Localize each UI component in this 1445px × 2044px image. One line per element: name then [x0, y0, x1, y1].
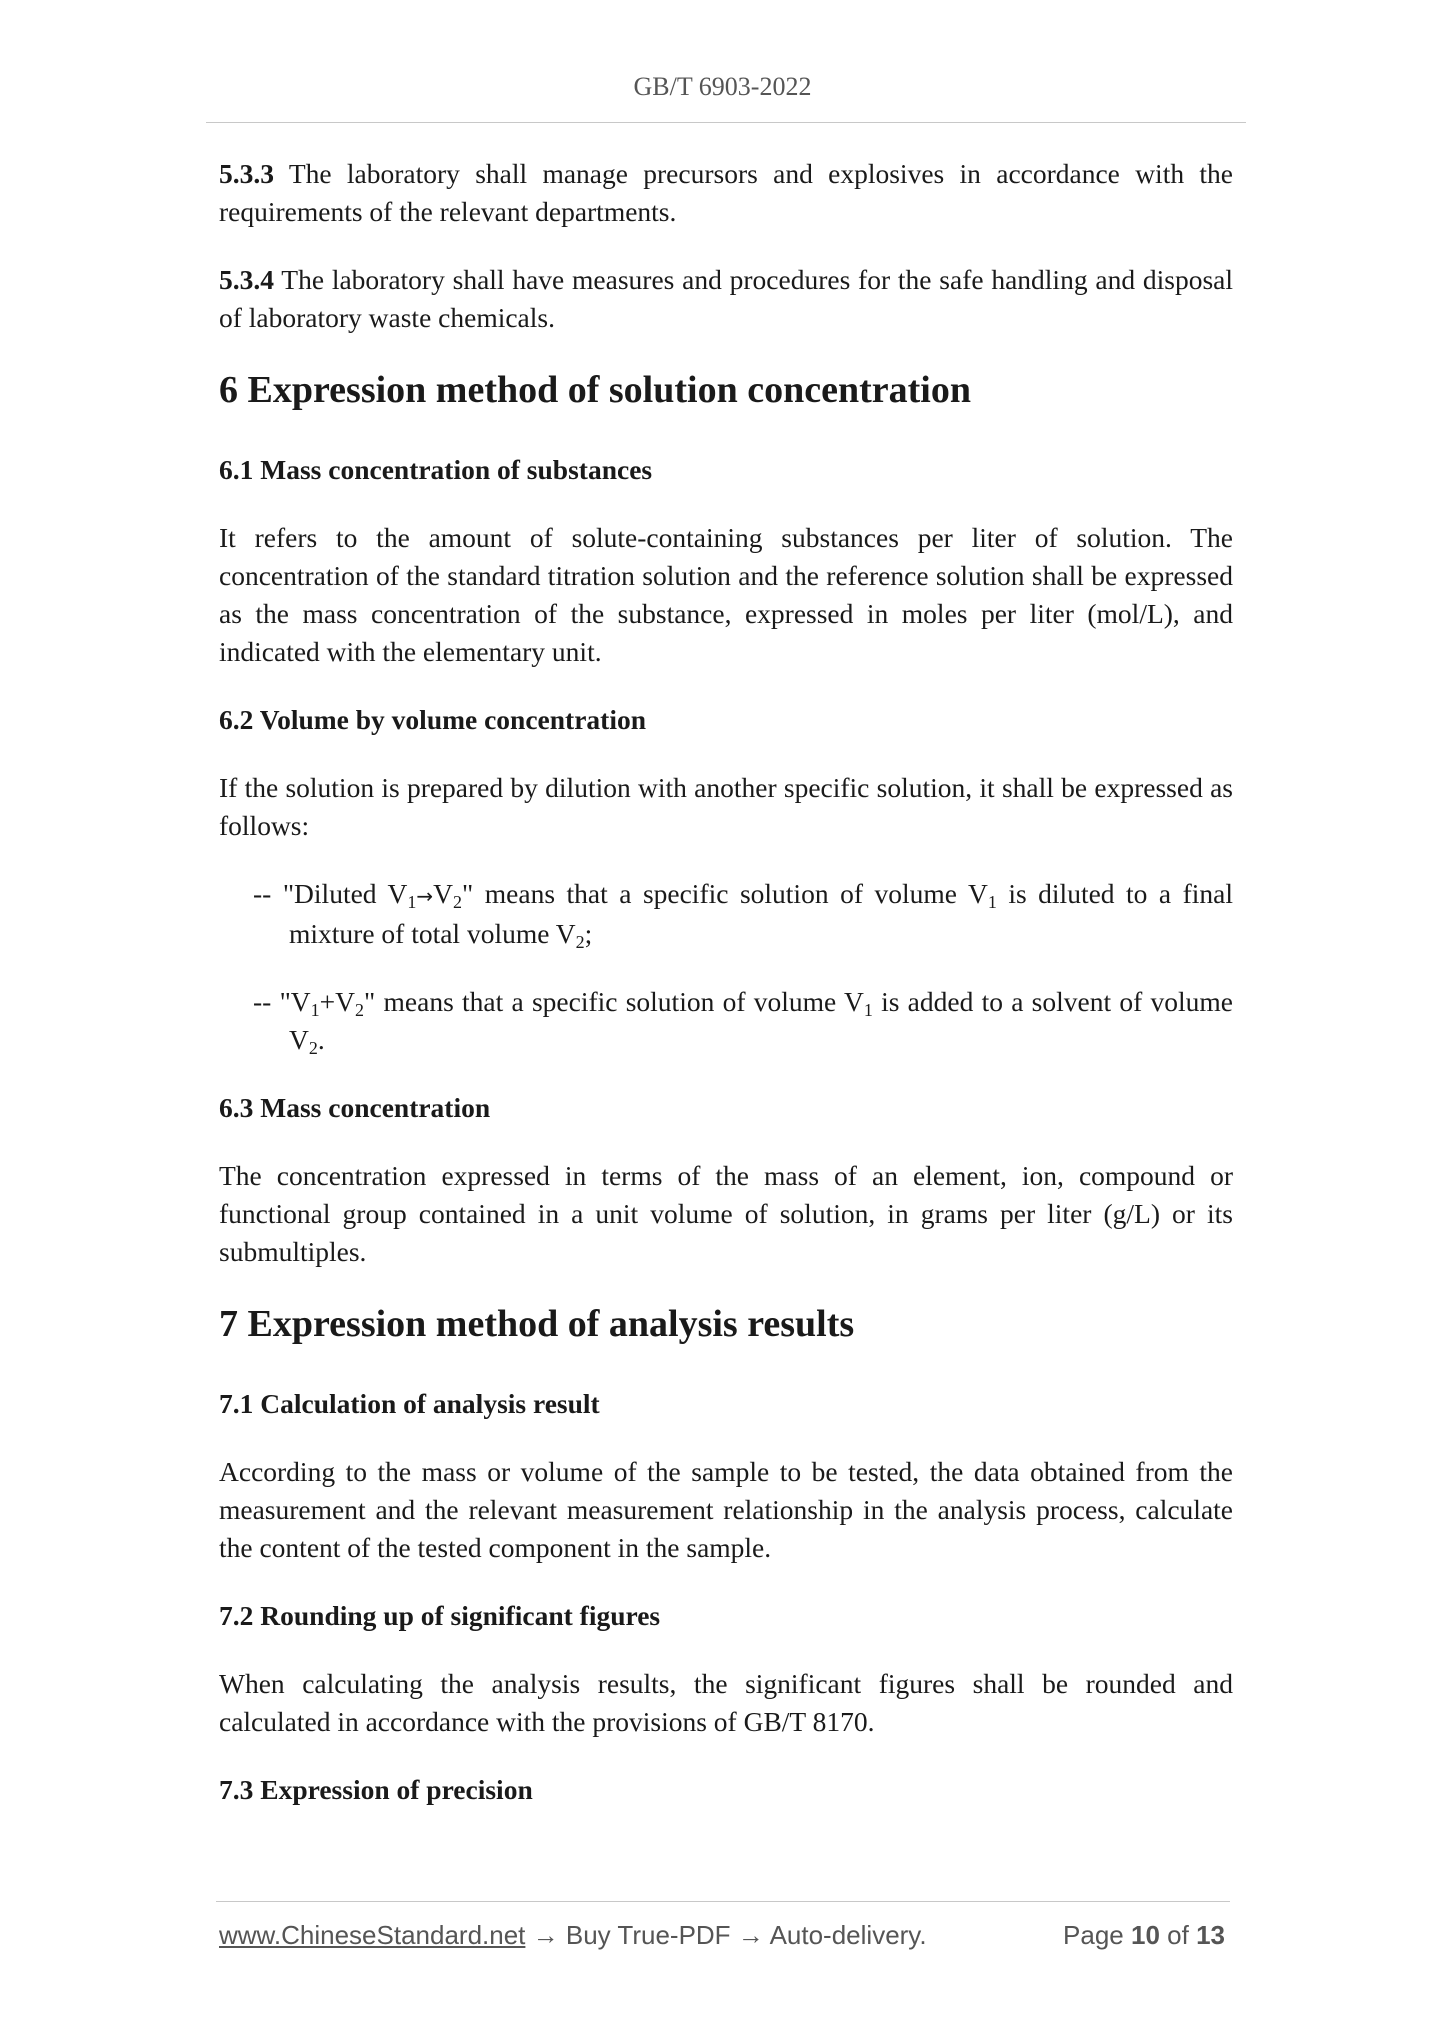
header-divider	[206, 122, 1246, 123]
item-text: .	[317, 1024, 325, 1055]
footer-divider	[216, 1901, 1230, 1902]
subscript: 2	[355, 1000, 365, 1020]
page-footer	[219, 1920, 1225, 1951]
dash-marker: --	[253, 878, 272, 909]
subsection-6-3-text: The concentration expressed in terms of the mass of an element, ion, compound or functional group contained in a unit volume of solution, in grams per liter (g/L) or its submultiples.	[219, 1160, 1233, 1267]
subsection-6-3-heading: 6.3 Mass concentration	[219, 1092, 491, 1123]
item-text: " means that a specific solution of volume V	[462, 878, 988, 909]
page-number	[1063, 1920, 1225, 1951]
total-pages: 13	[1196, 1920, 1225, 1950]
subscript: 1	[863, 1000, 873, 1020]
subsection-6-2-heading: 6.2 Volume by volume concentration	[219, 704, 647, 735]
item-text: is added to a solvent of volume V	[289, 986, 1234, 1055]
subsection-6-1-heading: 6.1 Mass concentration of substances	[219, 454, 653, 485]
subsection-7-2-heading: 7.2 Rounding up of significant figures	[219, 1600, 661, 1631]
subscript: 2	[453, 892, 463, 912]
subsection-7-1-text: According to the mass or volume of the sample to be tested, the data obtained from the measurement and the relevant measurement relationship in the analysis process, calculate the content of the tested component in the sample.	[219, 1456, 1233, 1563]
website-link[interactable]: www.ChineseStandard.net	[219, 1920, 526, 1950]
page-label: Page	[1063, 1920, 1124, 1950]
document-body	[219, 155, 1233, 1839]
subsection-7-2-text: When calculating the analysis results, the significant figures shall be rounded and calculated in accordance with the provisions of GB/T 8170.	[219, 1668, 1233, 1737]
section-7-heading: 7 Expression method of analysis results	[219, 1303, 855, 1345]
item-text: ;	[584, 918, 593, 949]
section-6-heading: 6 Expression method of solution concentration	[219, 369, 971, 411]
item-text: +V	[319, 986, 356, 1017]
subscript: 2	[575, 932, 585, 952]
item-text: V	[433, 878, 454, 909]
subsection-7-1-heading: 7.1 Calculation of analysis result	[219, 1388, 600, 1419]
footer-tagline: → Buy True-PDF → Auto-delivery.	[525, 1920, 927, 1950]
item-text: "V	[279, 986, 311, 1017]
arrow-icon: →	[416, 884, 434, 908]
item-text: "Diluted V	[282, 878, 408, 909]
of-label: of	[1167, 1920, 1189, 1950]
subsection-6-2-text: If the solution is prepared by dilution with another specific solution, it shall be expressed as follows:	[219, 772, 1233, 841]
dilution-item-sum	[219, 983, 1233, 1059]
dilution-item-diluted	[219, 875, 1233, 953]
clause-text: The laboratory shall manage precursors and explosives in accordance with the requirements of the relevant departments.	[219, 158, 1233, 227]
current-page: 10	[1131, 1920, 1160, 1950]
subscript: 1	[310, 1000, 320, 1020]
subsection-7-3-heading: 7.3 Expression of precision	[219, 1774, 533, 1805]
clause-number: 5.3.4	[219, 264, 274, 295]
clause-text: The laboratory shall have measures and procedures for the safe handling and disposal of laboratory waste chemicals.	[219, 264, 1233, 333]
subscript: 2	[308, 1038, 318, 1058]
item-text: is diluted to a final mixture of total volume V	[289, 878, 1234, 949]
subscript: 1	[407, 892, 417, 912]
clause-5-3-3	[219, 155, 1233, 231]
clause-number: 5.3.3	[219, 158, 274, 189]
subscript: 1	[987, 892, 997, 912]
subsection-6-1-text: It refers to the amount of solute-containing substances per liter of solution. The concentration of the standard titration solution and the reference solution shall be expressed as the mass concentration of the substance, expressed in moles per liter (mol/L), and indicated with the elementary unit.	[219, 522, 1233, 667]
clause-5-3-4	[219, 261, 1233, 337]
item-text: " means that a specific solution of volume V	[364, 986, 864, 1017]
page-header-standard-code: GB/T 6903-2022	[633, 72, 812, 101]
dash-marker: --	[253, 986, 272, 1017]
